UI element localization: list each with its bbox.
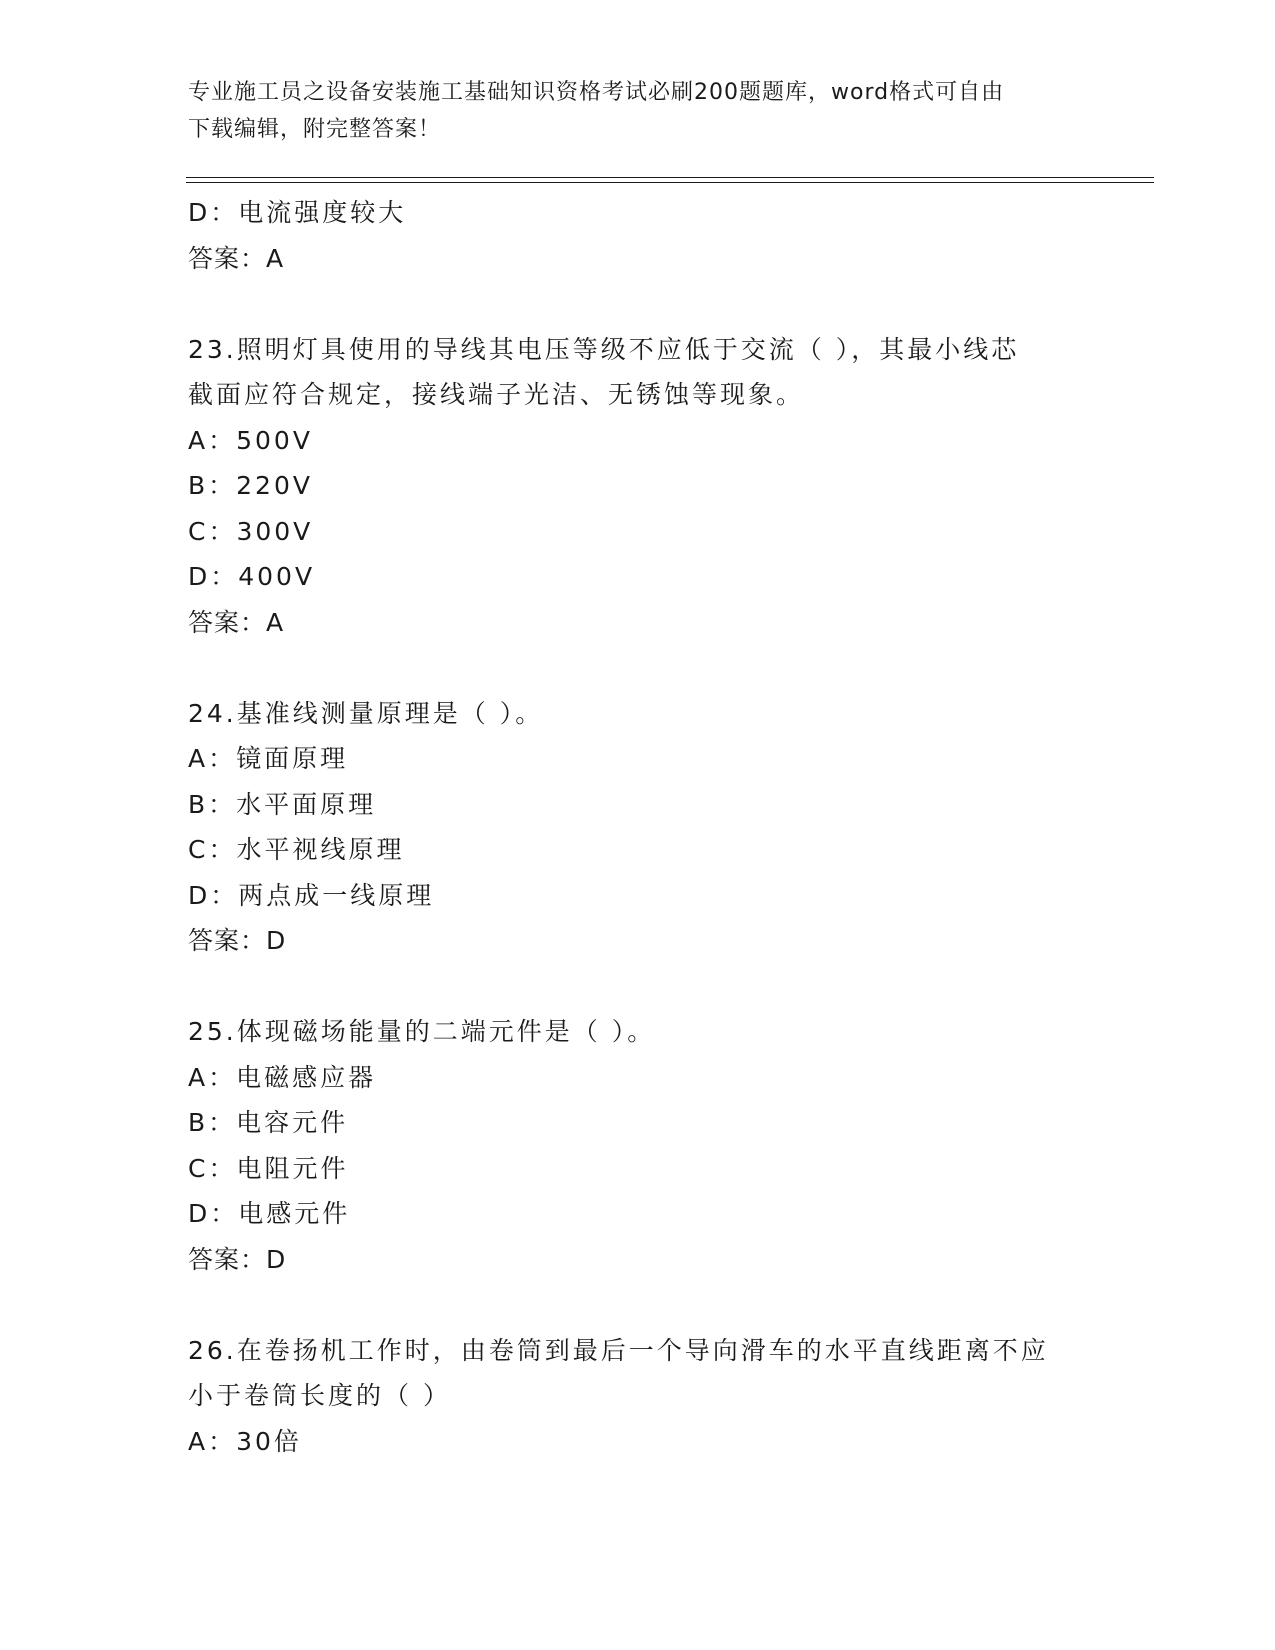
header-divider-top: [186, 177, 1154, 178]
question-24: [188, 691, 1088, 964]
question-stem: 26.在卷扬机工作时，由卷筒到最后一个导向滑车的水平直线距离不应: [188, 1335, 1049, 1365]
document-body: [188, 190, 1088, 1464]
option-d: D：电感元件: [188, 1199, 351, 1228]
option-b: B：220V: [188, 471, 313, 500]
option-d: D：两点成一线原理: [188, 880, 435, 910]
question-26: [188, 1328, 1088, 1465]
option-c: C：电阻元件: [188, 1153, 349, 1183]
option-c: C：水平视线原理: [188, 835, 405, 864]
option-a: A：500V: [188, 425, 313, 455]
option-a: A：电磁感应器: [188, 1062, 377, 1092]
question-stem: 23.照明灯具使用的导线其电压等级不应低于交流（ ），其最小线芯: [188, 334, 1020, 364]
option-a: A：镜面原理: [188, 744, 349, 773]
prev-option-d: D：电流强度较大: [188, 198, 407, 227]
question-25: [188, 1009, 1088, 1282]
header-line-1: 专业施工员之设备安装施工基础知识资格考试必刷200题题库，word格式可自由: [188, 80, 1005, 105]
option-d: D：400V: [188, 562, 316, 591]
question-stem: 25.体现磁场能量的二端元件是（ ）。: [188, 1017, 656, 1046]
header-line-2: 下载编辑，附完整答案！: [188, 117, 442, 142]
answer: 答案：A: [188, 607, 285, 637]
option-b: B：电容元件: [188, 1108, 349, 1137]
option-c: C：300V: [188, 516, 314, 546]
question-stem-cont: 小于卷筒长度的（ ）: [188, 1381, 451, 1410]
prev-answer: 答案：A: [188, 243, 285, 273]
header-divider-bottom: [186, 182, 1154, 183]
question-stem: 24.基准线测量原理是（ ）。: [188, 698, 544, 728]
option-b: B：水平面原理: [188, 789, 377, 819]
option-a: A：30倍: [188, 1426, 302, 1456]
answer: 答案：D: [188, 926, 287, 955]
answer: 答案：D: [188, 1244, 287, 1274]
question-stem-cont: 截面应符合规定，接线端子光洁、无锈蚀等现象。: [188, 380, 805, 409]
document-header: [188, 74, 1088, 148]
question-23: [188, 327, 1088, 646]
